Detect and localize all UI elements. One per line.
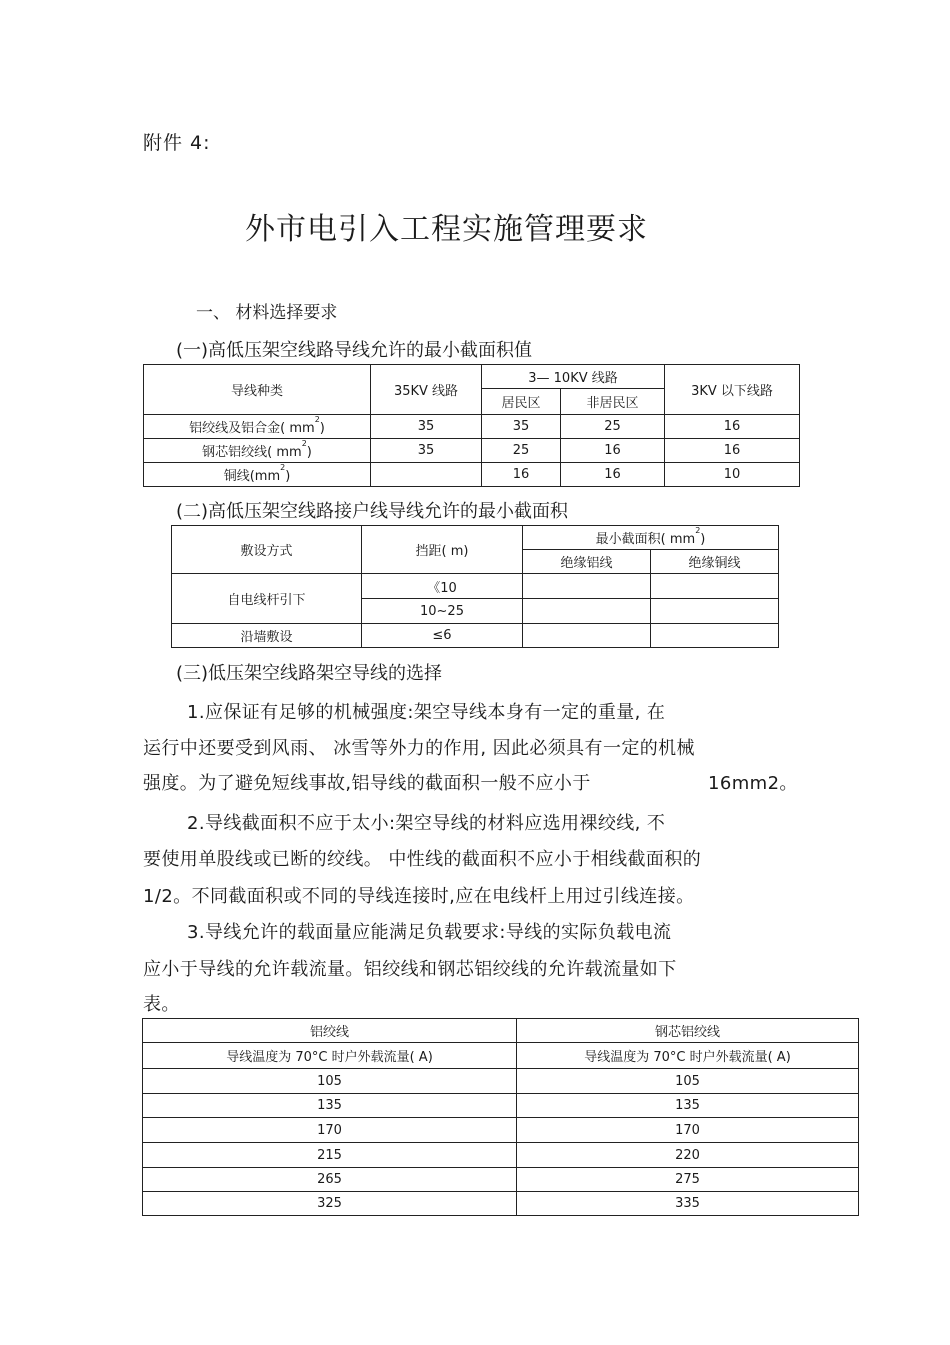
span-cell: 10~25 [362, 599, 523, 624]
wire-type-cell: 铜线$(mm^2)$ [144, 463, 371, 487]
header-below-3kv: 3KV 以下线路 [665, 365, 800, 415]
value-cell: 25 [482, 439, 561, 463]
paragraph-line: 16mm2。 [708, 773, 798, 794]
value-cell: 265 [143, 1168, 517, 1192]
value-cell: 325 [143, 1192, 517, 1216]
table-row [172, 624, 779, 648]
header-insulated-cu: 绝缘铜线 [651, 550, 779, 574]
value-cell: 35 [371, 415, 482, 439]
table-row [143, 1143, 859, 1168]
span-cell: 《10 [362, 574, 523, 599]
header-insulated-al: 绝缘铝线 [523, 550, 651, 574]
value-cell: 105 [143, 1069, 517, 1094]
header-35kv: 35KV 线路 [371, 365, 482, 415]
value-cell: 16 [561, 439, 665, 463]
min-cross-section-table [143, 364, 800, 487]
empty-cell [651, 599, 779, 624]
subheader-al-ampacity: 导线温度为 70°C 时户外载流量( A) [143, 1043, 517, 1069]
document-title: 外市电引入工程实施管理要求 [245, 212, 648, 247]
header-steel-al-strand: 钢芯铝绞线 [517, 1019, 859, 1043]
sub2-heading: (二)高低压架空线路接户线导线允许的最小截面积 [176, 501, 569, 522]
table-row [144, 463, 800, 487]
paragraph-line: 3.导线允许的载面量应能满足负载要求:导线的实际负载电流 [187, 922, 672, 943]
value-cell: 16 [665, 439, 800, 463]
sub1-heading: (一)高低压架空线路导线允许的最小截面积值 [176, 340, 533, 361]
empty-cell [523, 574, 651, 599]
empty-cell [651, 574, 779, 599]
paragraph-line: 强度。为了避免短线事故,铝导线的截面积一般不应小于 [143, 773, 591, 794]
table-row [144, 415, 800, 439]
header-residential: 居民区 [482, 389, 561, 415]
wire-type-cell: 钢芯铝绞线( $mm^2$) [144, 439, 371, 463]
sub3-heading: (三)低压架空线路架空导线的选择 [176, 663, 443, 684]
header-nonresidential: 非居民区 [561, 389, 665, 415]
header-3-10kv: 3— 10KV 线路 [482, 365, 665, 389]
header-span: 挡距( m) [362, 526, 523, 574]
paragraph-line: 应小于导线的允许载流量。铝绞线和钢芯铝绞线的允许载流量如下 [143, 959, 677, 980]
span-cell: ≤6 [362, 624, 523, 648]
ampacity-table [142, 1018, 859, 1216]
empty-cell [651, 624, 779, 648]
wire-type-cell: 铝绞线及铝合金( $mm^2$) [144, 415, 371, 439]
paragraph-line: 要使用单股线或已断的绞线。 中性线的截面积不应小于相线截面积的 [143, 849, 702, 870]
value-cell [371, 463, 482, 487]
header-al-strand: 铝绞线 [143, 1019, 517, 1043]
method-wall-cell: 沿墙敷设 [172, 624, 362, 648]
value-cell: 10 [665, 463, 800, 487]
paragraph-line: 1.应保证有足够的机械强度:架空导线本身有一定的重量, 在 [187, 702, 666, 723]
section1-heading: 一、 材料选择要求 [196, 303, 338, 323]
value-cell: 105 [517, 1069, 859, 1094]
service-drop-table [171, 525, 779, 648]
table-row [143, 1118, 859, 1143]
value-cell: 335 [517, 1192, 859, 1216]
method-pole-cell: 自电线杆引下 [172, 574, 362, 624]
header-laying-method: 敷设方式 [172, 526, 362, 574]
subheader-steel-al-ampacity: 导线温度为 70°C 时户外载流量( A) [517, 1043, 859, 1069]
paragraph-line: 2.导线截面积不应于太小:架空导线的材料应选用裸绞线, 不 [187, 813, 666, 834]
header-min-area: 最小截面积( $mm^2$) [523, 526, 779, 550]
table-row [144, 439, 800, 463]
table-row [172, 574, 779, 599]
paragraph-line: 1/2。不同截面积或不同的导线连接时,应在电线杆上用过引线连接。 [143, 886, 695, 907]
value-cell: 35 [371, 439, 482, 463]
table-row [143, 1192, 859, 1216]
value-cell: 275 [517, 1168, 859, 1192]
value-cell: 16 [482, 463, 561, 487]
value-cell: 170 [143, 1118, 517, 1143]
table-row [143, 1094, 859, 1118]
empty-cell [523, 599, 651, 624]
value-cell: 135 [517, 1094, 859, 1118]
table-row [143, 1168, 859, 1192]
paragraph-line: 运行中还要受到风雨、 冰雪等外力的作用, 因此必须具有一定的机械 [143, 738, 695, 759]
value-cell: 35 [482, 415, 561, 439]
attachment-label: 附件 4: [143, 132, 211, 154]
empty-cell [523, 624, 651, 648]
value-cell: 16 [561, 463, 665, 487]
value-cell: 135 [143, 1094, 517, 1118]
value-cell: 220 [517, 1143, 859, 1168]
value-cell: 215 [143, 1143, 517, 1168]
value-cell: 170 [517, 1118, 859, 1143]
value-cell: 25 [561, 415, 665, 439]
table-row [143, 1069, 859, 1094]
header-wire-type: 导线种类 [144, 365, 371, 415]
paragraph-line: 表。 [143, 994, 180, 1015]
value-cell: 16 [665, 415, 800, 439]
